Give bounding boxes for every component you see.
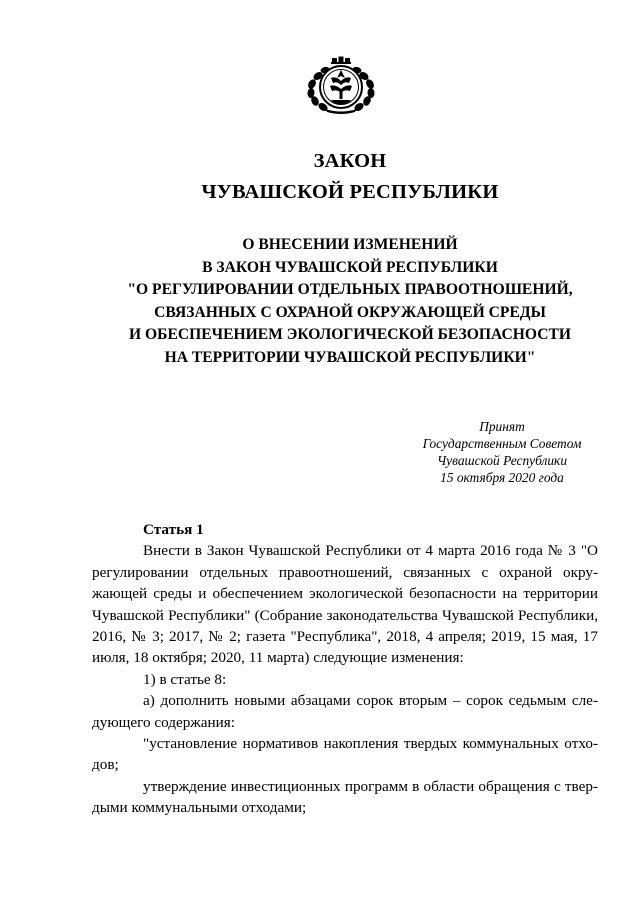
subtitle-line: О ВНЕСЕНИИ ИЗМЕНЕНИЙ [242, 236, 458, 253]
chuvash-emblem-icon [301, 56, 381, 114]
article-paragraph: утверждение инвестиционных программ в области обращения с твердыми коммунальными отходами; [92, 777, 598, 817]
subtitle-line: СВЯЗАННЫХ С ОХРАНОЙ ОКРУЖАЮЩЕЙ СРЕДЫ [154, 303, 546, 321]
subtitle-line: И ОБЕСПЕЧЕНИЕМ ЭКОЛОГИЧЕСКОЙ БЕЗОПАСНОСТИ [129, 326, 571, 344]
article-heading: Статья 1 [143, 521, 204, 538]
article-paragraph: а) дополнить новыми абзацами сорок вторым – сорок седьмым следующего содержания: [92, 692, 598, 731]
law-title-line: ЗАКОН [313, 150, 387, 172]
adoption-line: Государственным Советом [422, 436, 582, 451]
article-body [92, 519, 598, 819]
article-paragraph: 1) в статье 8: [143, 670, 227, 688]
adoption-note [350, 418, 640, 486]
subtitle-line: В ЗАКОН ЧУВАШСКОЙ РЕСПУБЛИКИ [202, 258, 498, 276]
adoption-line: Чувашской Республики [436, 453, 568, 468]
adoption-line: Принят [479, 419, 525, 434]
law-subtitle [60, 234, 640, 370]
law-title [60, 146, 640, 208]
subtitle-line: НА ТЕРРИТОРИИ ЧУВАШСКОЙ РЕСПУБЛИКИ" [164, 348, 536, 366]
law-title-line: ЧУВАШСКОЙ РЕСПУБЛИКИ [201, 181, 499, 203]
article-paragraph: Внести в Закон Чувашской Республики от 4 марта 2016 года № 3 "О регулировании отдельных правоотношений, связанных с охраной окружающей среды и обеспечением экологической безопасности на территории Чувашской Республики" (Собрание законодательства Чувашской Республики, 2016, № 3; 2017, № 2; газета "Республика", 2018, 4 апреля; 2019, 15 мая, 17 июля, 18 октября; 2020, 11 марта) следующие изменения: [92, 542, 598, 667]
adoption-date: 15 октября 2020 года [440, 470, 564, 485]
subtitle-line: "О РЕГУЛИРОВАНИИ ОТДЕЛЬНЫХ ПРАВООТНОШЕНИЙ, [127, 281, 573, 299]
article-paragraph: "установление нормативов накопления твердых коммунальных отходов; [92, 735, 598, 774]
